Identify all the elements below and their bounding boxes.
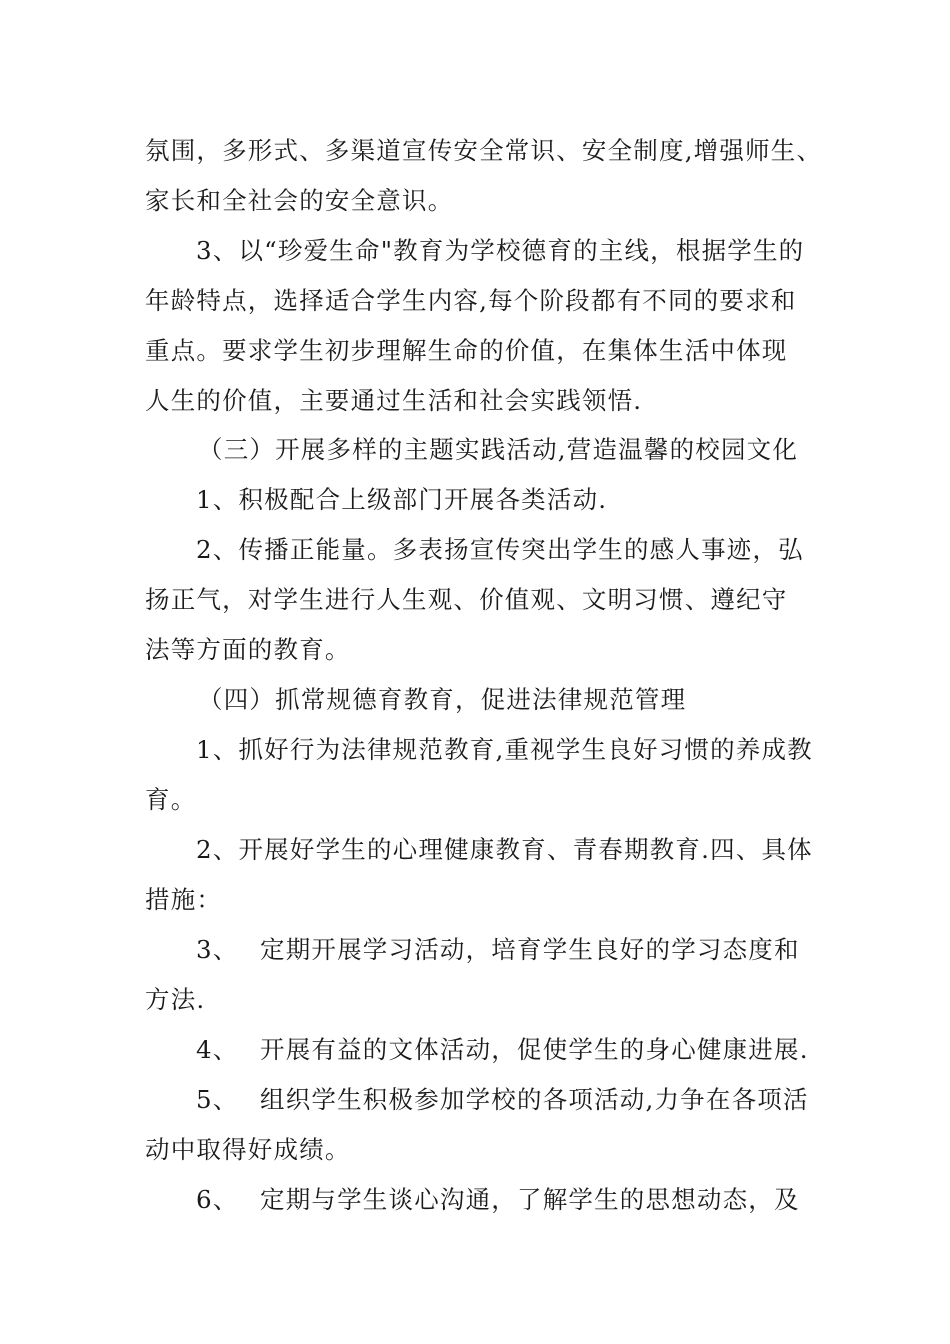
item-text: 组织学生积极参加学校的各项活动,力争在各项活 bbox=[260, 1085, 809, 1114]
text-line: 人生的价值，主要通过生活和社会实践领悟. bbox=[145, 386, 643, 415]
text-line: 法等方面的教育。 bbox=[145, 635, 351, 664]
item-number: 3、 bbox=[196, 935, 239, 964]
list-item bbox=[196, 1034, 809, 1066]
list-item bbox=[196, 1184, 800, 1216]
text-line: 措施： bbox=[145, 885, 223, 914]
item-text: 定期开展学习活动，培育学生良好的学习态度和 bbox=[260, 935, 800, 964]
text-line: 动中取得好成绩。 bbox=[145, 1135, 351, 1164]
text-line: 2、传播正能量。多表扬宣传突出学生的感人事迹，弘 bbox=[196, 535, 804, 564]
text-line: 育。 bbox=[145, 785, 197, 814]
item-number: 4、 bbox=[196, 1035, 239, 1064]
section-heading: （三）开展多样的主题实践活动,营造温馨的校园文化 bbox=[198, 435, 799, 464]
text-line: 扬正气，对学生进行人生观、价值观、文明习惯、遵纪守 bbox=[145, 585, 788, 614]
item-text: 开展有益的文体活动，促使学生的身心健康进展. bbox=[260, 1035, 809, 1064]
text-line: 年龄特点，选择适合学生内容,每个阶段都有不同的要求和 bbox=[145, 286, 797, 315]
text-line: 方法. bbox=[145, 985, 206, 1014]
text-line: 重点。要求学生初步理解生命的价值，在集体生活中体现 bbox=[145, 336, 788, 365]
list-item bbox=[196, 1084, 809, 1116]
text-line: 1、积极配合上级部门开展各类活动. bbox=[196, 485, 608, 514]
section-heading: （四）抓常规德育教育，促进法律规范管理 bbox=[198, 685, 687, 714]
text-line: 家长和全社会的安全意识。 bbox=[145, 186, 454, 215]
item-number: 5、 bbox=[196, 1085, 239, 1114]
item-text: 定期与学生谈心沟通，了解学生的思想动态，及 bbox=[260, 1185, 800, 1214]
text-line: 3、以“珍爱生命"教育为学校德育的主线，根据学生的 bbox=[196, 236, 805, 265]
text-line: 氛围，多形式、多渠道宣传安全常识、安全制度,增强师生、 bbox=[145, 136, 823, 165]
list-item bbox=[196, 934, 800, 966]
text-line: 1、抓好行为法律规范教育,重视学生良好习惯的养成教 bbox=[196, 735, 813, 764]
text-line: 2、开展好学生的心理健康教育、青春期教育.四、具体 bbox=[196, 835, 813, 864]
item-number: 6、 bbox=[196, 1185, 239, 1214]
